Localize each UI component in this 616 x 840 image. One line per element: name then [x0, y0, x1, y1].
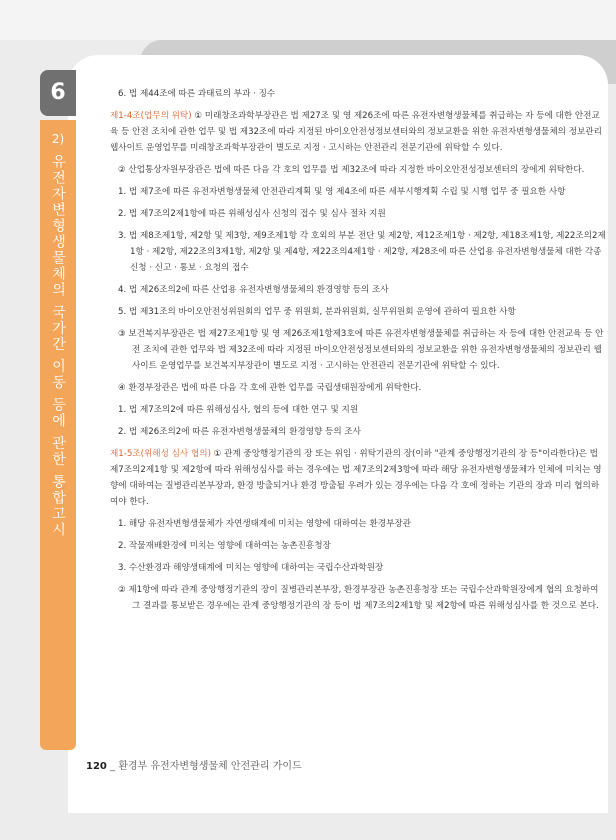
- page-number: 120: [86, 761, 107, 772]
- footer-separator: _: [106, 761, 119, 772]
- paragraph-text: 2. 법 제26조의2에 따른 유전자변형생물체의 환경영향 등의 조사: [118, 427, 361, 437]
- page-footer: [86, 757, 302, 772]
- top-band: [0, 0, 616, 40]
- list-item: [110, 380, 606, 396]
- list-item: [110, 282, 606, 298]
- paragraph-text: 1. 해당 유전자변형생물체가 자연생태계에 미치는 영향에 대하여는 환경부장관: [118, 519, 411, 529]
- paragraph-text: ② 산업통상자원부장관은 법에 따른 다음 각 호의 업무를 법 제32조에 따라 지정한 바이오안전성정보센터의 장에게 위탁한다.: [118, 165, 585, 175]
- paragraph-text: 5. 법 제31조의 바이오안전성위원회의 업무 중 위원회, 분과위원회, 실무위원회 운영에 관하여 필요한 사항: [118, 307, 516, 317]
- list-item: [110, 424, 606, 440]
- list-item: [110, 560, 606, 576]
- article-heading: 제1-4조(업무의 위탁): [110, 111, 192, 121]
- paragraph-text: 1. 법 제7조의2에 따른 위해성심사, 협의 등에 대한 연구 및 지원: [118, 405, 359, 415]
- paragraph-text: ④ 환경부장관은 법에 따른 다음 각 호에 관한 업무를 국립생태원장에게 위탁한다.: [118, 383, 422, 393]
- chapter-sub: 2): [51, 132, 65, 146]
- list-item: [110, 402, 606, 418]
- list-item: [110, 184, 606, 200]
- article-paragraph: [110, 446, 606, 510]
- paragraph-text: ③ 보건복지부장관은 법 제27조제1항 및 영 제26조제1항제3호에 따른 유전자변형생물체를 취급하는 자 등에 대한 안전교육 등 안전 조치에 관한 업무와 법 제32조에 따라 지정된 바이오안전성정보센터와의 정보교환을 위한 유전자변형생물체의 정보관리 웹사이트 운영업무를 보건복지부장관이 별도로 지정 · 고시하는 안전관리 전문기관에 위탁할 수 있다.: [118, 329, 604, 371]
- paragraph-text: ① 미래창조과학부장관은 법 제27조 및 영 제26조에 따른 유전자변형생물체를 취급하는 자 등에 대한 안전교육 등 안전 조치에 관한 업무 및 법 제32조에 따라 지정된 바이오안전성정보센터와의 정보교환을 위한 유전자변형생물체의 정보관리 웹사이트 운영업무를 미래창조과학부장관이 별도로 지정 · 고시하는 안전관리 전문기관에 위탁할 수 있다.: [110, 111, 602, 153]
- list-item: [110, 304, 606, 320]
- list-item: [110, 538, 606, 554]
- paragraph-text: ① 관계 중앙행정기관의 장 또는 위임 · 위탁기관의 장(이하 "관계 중앙행정기관의 장 등"이라한다)은 법 제7조의2제1항 및 제2항에 따라 위해성심사를 하는 경우에는 법 제7조의2제3항에 따라 해당 유전자변형생물체가 인체에 미치는 영향에 대하여는 질병관리본부장과, 환경 방출되거나 환경 방출될 우려가 있는 경우에는 다음 각 호에 정하는 기관의 장과 미리 협의하여야 한다.: [110, 449, 602, 507]
- chapter-number-tab: [40, 70, 76, 116]
- article-paragraph: [110, 108, 606, 156]
- list-item: [110, 516, 606, 532]
- list-item: [110, 326, 606, 374]
- paragraph-text: ② 제1항에 따라 관계 중앙행정기관의 장이 질병관리본부장, 환경부장관 농촌진흥청장 또는 국립수산과학원장에게 협의 요청하여 그 결과를 통보받은 경우에는 관계 중앙행정기관의 장 등이 법 제7조의2제1항 및 제2항에 따른 위해성심사를 한 것으로 본다.: [118, 585, 599, 611]
- list-item: [110, 228, 606, 276]
- list-item: [110, 582, 606, 614]
- list-item: [110, 206, 606, 222]
- paragraph-text: 1. 법 제7조에 따른 유전자변형생물체 안전관리계획 및 영 제4조에 따른 세부시행계획 수립 및 시행 업무 중 필요한 사항: [118, 187, 566, 197]
- list-item: [110, 162, 606, 178]
- chapter-side-bar: [40, 120, 76, 750]
- paragraph-text: 2. 법 제7조의2제1항에 따른 위해성심사 신청의 접수 및 심사 절차 지원: [118, 209, 386, 219]
- chapter-number: 6: [50, 80, 66, 105]
- paragraph-text: 3. 법 제8조제1항, 제2항 및 제3항, 제9조제1항 각 호외의 부분 전단 및 제2항, 제12조제1항 · 제2항, 제18조제1항, 제22조의2제1항 · 제2항, 제22조의3제1항, 제2항 및 제4항, 제22조의4제1항 · 제2항, 제28조에 따른 산업용 유전자변형생물체 대한 각종 신청 · 신고 · 통보 · 요청의 접수: [118, 231, 606, 273]
- chapter-title: 유전자변형생물체의 국가간 이동 등에 관한 통합고시: [50, 154, 66, 539]
- paragraph-text: 2. 작물재배환경에 미치는 영향에 대하여는 농촌진흥청장: [118, 541, 331, 551]
- list-item: [110, 86, 606, 102]
- paragraph-text: 6. 법 제44조에 따른 과태료의 부과 · 징수: [118, 89, 276, 99]
- paragraph-text: 4. 법 제26조의2에 따른 산업용 유전자변형생물체의 환경영향 등의 조사: [118, 285, 389, 295]
- article-heading: 제1-5조(위해성 심사 협의): [110, 449, 211, 459]
- paragraph-text: 3. 수산환경과 해양생태계에 미치는 영향에 대하여는 국립수산과학원장: [118, 563, 384, 573]
- main-content: [110, 86, 606, 620]
- footer-title: 환경부 유전자변형생물체 안전관리 가이드: [118, 761, 302, 772]
